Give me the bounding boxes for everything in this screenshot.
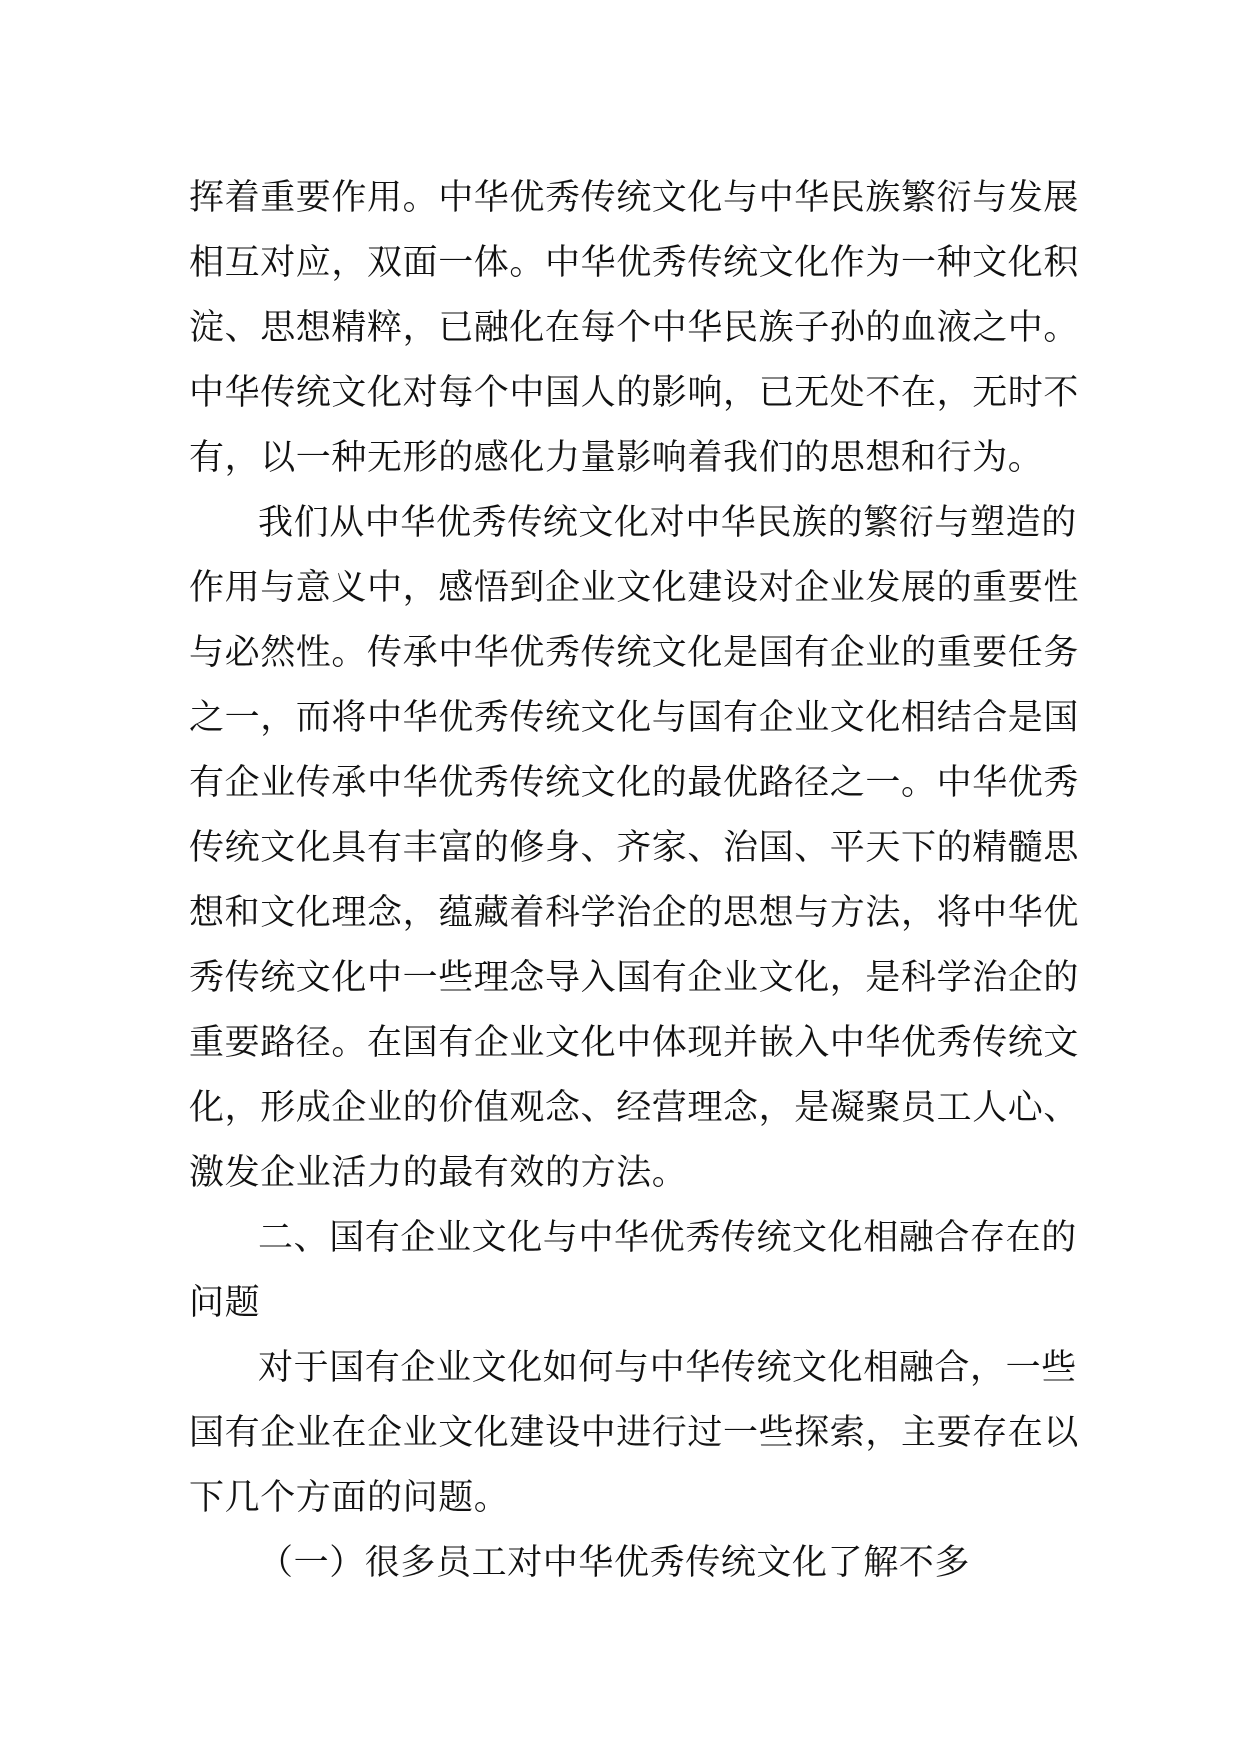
paragraph-1 xyxy=(189,166,1080,491)
text-line: 重要路径。在国有企业文化中体现并嵌入中华优秀传统文 xyxy=(189,1023,1080,1063)
text-line: 我们从中华优秀传统文化对中华民族的繁衍与塑造的 xyxy=(258,503,1077,543)
heading-line: （一）很多员工对中华优秀传统文化了解不多 xyxy=(258,1543,971,1583)
text-line: 有，以一种无形的感化力量影响着我们的思想和行为。 xyxy=(189,438,1044,478)
text-line: 下几个方面的问题。 xyxy=(189,1478,510,1518)
text-line: 想和文化理念，蕴藏着科学治企的思想与方法，将中华优 xyxy=(189,893,1080,933)
text-line: 传统文化具有丰富的修身、齐家、治国、平天下的精髓思 xyxy=(189,828,1080,868)
text-line: 相互对应，双面一体。中华优秀传统文化作为一种文化积 xyxy=(189,243,1080,283)
subsection-heading xyxy=(189,1531,1069,1596)
document-body xyxy=(189,166,1080,1596)
text-line: 国有企业在企业文化建设中进行过一些探索，主要存在以 xyxy=(189,1413,1080,1453)
heading-line: 问题 xyxy=(189,1283,261,1323)
text-line: 之一，而将中华优秀传统文化与国有企业文化相结合是国 xyxy=(189,698,1080,738)
text-line: 淀、思想精粹，已融化在每个中华民族子孙的血液之中。 xyxy=(189,308,1080,348)
text-line: 作用与意义中，感悟到企业文化建设对企业发展的重要性 xyxy=(189,568,1080,608)
paragraph-2 xyxy=(189,491,1080,1206)
text-line: 秀传统文化中一些理念导入国有企业文化，是科学治企的 xyxy=(189,958,1080,998)
text-line: 化，形成企业的价值观念、经营理念，是凝聚员工人心、 xyxy=(189,1088,1080,1128)
text-line: 与必然性。传承中华优秀传统文化是国有企业的重要任务 xyxy=(189,633,1080,673)
text-line: 有企业传承中华优秀传统文化的最优路径之一。中华优秀 xyxy=(189,763,1080,803)
paragraph-3 xyxy=(189,1336,1080,1531)
heading-line: 二、国有企业文化与中华优秀传统文化相融合存在的 xyxy=(258,1218,1077,1258)
text-line: 对于国有企业文化如何与中华传统文化相融合，一些 xyxy=(258,1348,1077,1388)
section-heading xyxy=(189,1206,1077,1336)
text-line: 中华传统文化对每个中国人的影响，已无处不在，无时不 xyxy=(189,373,1080,413)
text-line: 挥着重要作用。中华优秀传统文化与中华民族繁衍与发展 xyxy=(189,178,1080,218)
text-line: 激发企业活力的最有效的方法。 xyxy=(189,1153,688,1193)
